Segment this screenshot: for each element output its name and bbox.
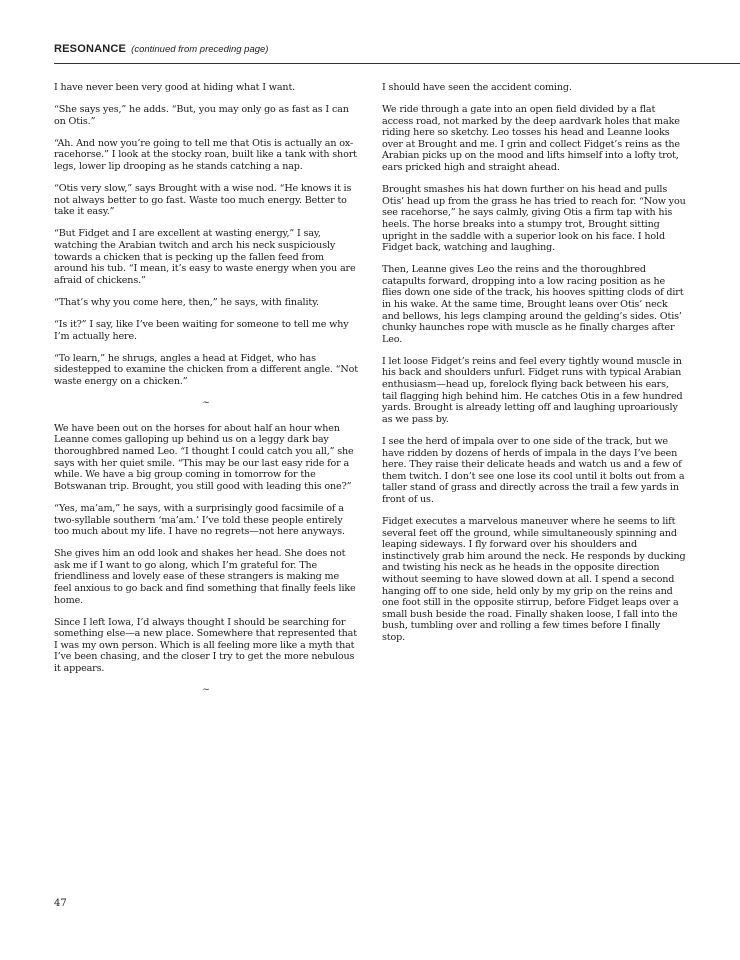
- paragraph: I have never been very good at hiding what I want.: [54, 82, 296, 93]
- paragraph: “That’s why you come here, then,” he says, with finality.: [54, 296, 319, 308]
- running-header: [54, 43, 740, 64]
- paragraph: “Yes, ma’am,” he says, with a surprisingly good facsimile of a two-syllable southern ‘ma’am.’ I’ve told these people entirely too much about my life. I have no regrets—not here anyways.: [54, 502, 345, 538]
- section-separator: ~: [202, 397, 210, 408]
- paragraph: I let loose Fidget’s reins and feel every tightly wound muscle in his back and shoulders unfurl. Fidget runs with typical Arabian enthusiasm—head up, forelock flying back between his ears, tail flagging high behind him. He catches Otis in a few hundred yards. Brought is already letting off and laughing uproariously as we pass by.: [382, 355, 683, 425]
- right-column: [382, 82, 686, 654]
- paragraph: Brought smashes his hat down further on his head and pulls Otis’ head up from the grass he has tried to reach for. “Now you see racehorse,” he says calmly, giving Otis a firm tap with his heels. The horse breaks into a stumpy trot, Brought sitting upright in the saddle with a superior look on his face. I hold Fidget back, watching and laughing.: [382, 184, 686, 254]
- paragraph: “To learn,” he shrugs, angles a head at Fidget, who has sidestepped to examine the chicken from a different angle. “Not waste energy on a chicken.”: [54, 352, 358, 387]
- paragraph: I see the herd of impala over to one side of the track, but we have ridden by dozens of herds of impala in the days I’ve been here. They raise their delicate heads and watch us and a few of them twitch. I don’t see one lose its cool until it bolts out from a taller stand of grass and directly across the trail a few yards in front of us.: [382, 435, 685, 505]
- paragraph: I should have seen the accident coming.: [382, 82, 572, 93]
- right-column-body: [382, 82, 686, 644]
- left-column: [54, 82, 358, 710]
- left-column-part-a: [54, 82, 358, 387]
- paragraph: “Otis very slow,” says Brought with a wise nod. “He knows it is not always better to go fast. Waste too much energy. Better to take it easy.”: [54, 183, 352, 218]
- paragraph: We have been out on the horses for about half an hour when Leanne comes galloping up behind us on a leggy dark bay thoroughbred named Leo. “I thought I could catch you all,” she says with her quiet smile. “This may be our last easy ride for a while. We have a big group coming in tomorrow for the Botswanan trip. Brought, you still good with leading this one?”: [54, 422, 354, 492]
- page-number: 47: [54, 898, 67, 909]
- paragraph: Since I left Iowa, I’d always thought I should be searching for something else—a new place. Somewhere that represented that I was my own person. Which is all feeling more like a myth that I’ve been chasing, and the closer I try to get the more nebulous it appears.: [54, 616, 357, 675]
- paragraph: “She says yes,” he adds. “But, you may only go as fast as I can on Otis.”: [54, 104, 349, 127]
- left-column-part-b: [54, 423, 358, 675]
- paragraph: Fidget executes a marvelous maneuver where he seems to lift several feet off the ground, while simultaneously spinning and leaping sideways. I fly forward over his shoulders and instinctively grab him around the neck. He responds by ducking and twisting his neck as he heads in the opposite direction without seeming to have slowed down at all. I spend a second hanging off to one side, held only by my grip on the reins and one foot still in the opposite stirrup, before Fidget leaps over a small bush beside the road. Finally shaken loose, I fall into the bush, tumbling over and rolling a few times before I finally stop.: [382, 516, 686, 643]
- continued-note: (continued from preceding page): [131, 44, 269, 55]
- journal-name: RESONANCE: [54, 43, 127, 55]
- paragraph: We ride through a gate into an open field divided by a flat access road, not marked by the deep aardvark holes that make riding here so sketchy. Leo tosses his head and Leanne looks over at Brought and me. I grin and collect Fidget’s reins as the Arabian picks up on the mood and lifts himself into a lofty trot, ears pricked high and straight ahead.: [382, 104, 680, 174]
- paragraph: Then, Leanne gives Leo the reins and the thoroughbred catapults forward, dropping into a low racing position as he flies down one side of the track, his hooves spitting clods of dirt in his wake. At the same time, Brought leans over Otis’ neck and bellows, his legs clamping around the gelding’s sides. Otis’ chunky haunches rope with muscle as he finally charges after Leo.: [382, 264, 684, 345]
- paragraph: She gives him an odd look and shakes her head. She does not ask me if I want to go along, which I’m grateful for. The friendliness and lovely ease of these strangers is making me feel anxious to go back and find something that finally feels like home.: [54, 548, 356, 606]
- paragraph: “Is it?” I say, like I’ve been waiting for someone to tell me why I’m actually here.: [54, 318, 349, 342]
- paragraph: “Ah. And now you’re going to tell me that Otis is actually an ox-racehorse.” I look at the stocky roan, built like a tank with short legs, lower lip drooping as he stands catching a nap.: [54, 137, 357, 172]
- end-mark: ~: [202, 685, 210, 696]
- paragraph: “But Fidget and I are excellent at wasting energy,” I say, watching the Arabian twitch and arch his neck suspiciously towards a chicken that is pecking up the fallen feed from around his tub. “I mean, it’s easy to waste energy when you are afraid of chickens.”: [54, 228, 356, 286]
